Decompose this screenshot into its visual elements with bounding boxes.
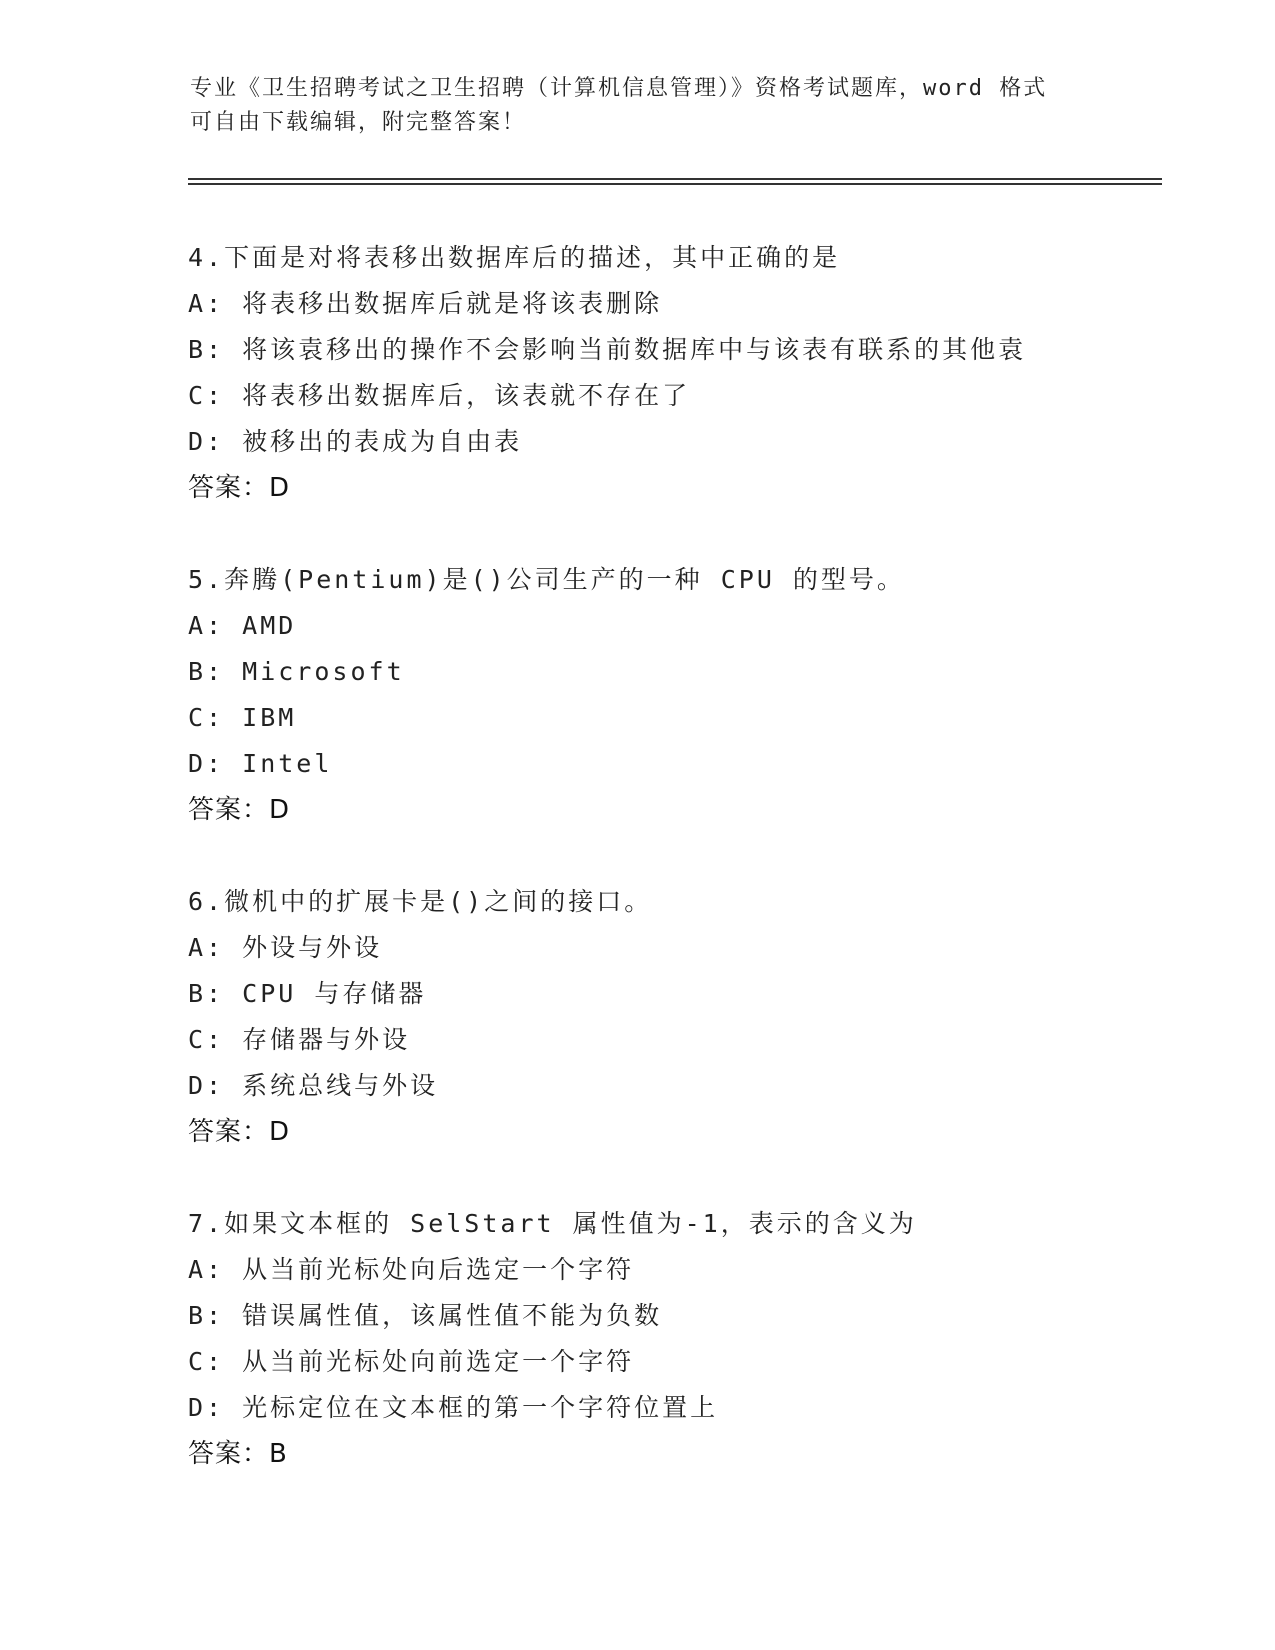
option-b: B: 错误属性值，该属性值不能为负数 [188, 1301, 663, 1330]
document-header [190, 72, 1090, 140]
answer-label: 答案：D [188, 1117, 291, 1147]
option-d: D: 光标定位在文本框的第一个字符位置上 [188, 1393, 719, 1422]
answer-label: 答案：D [188, 795, 291, 825]
question-item [188, 1201, 1188, 1477]
question-stem: 4.下面是对将表移出数据库后的描述，其中正确的是 [188, 243, 841, 272]
question-stem: 6.微机中的扩展卡是()之间的接口。 [188, 887, 653, 916]
option-c: C: 存储器与外设 [188, 1025, 411, 1054]
question-stem: 5.奔腾(Pentium)是()公司生产的一种 CPU 的型号。 [188, 565, 905, 594]
option-a: A: AMD [188, 611, 297, 640]
header-title-line: 专业《卫生招聘考试之卫生招聘（计算机信息管理）》资格考试题库，word 格式 [190, 76, 1048, 101]
option-b: B: 将该袁移出的操作不会影响当前数据库中与该表有联系的其他袁 [188, 335, 1027, 364]
question-item [188, 879, 1188, 1155]
question-list [188, 235, 1188, 1523]
answer-label: 答案：D [188, 473, 291, 503]
header-divider-top [188, 178, 1162, 180]
option-b: B: CPU 与存储器 [188, 979, 427, 1008]
option-c: C: IBM [188, 703, 297, 732]
option-c: C: 从当前光标处向前选定一个字符 [188, 1347, 635, 1376]
header-subtitle-line: 可自由下载编辑，附完整答案！ [190, 110, 527, 135]
option-d: D: 被移出的表成为自由表 [188, 427, 523, 456]
option-a: A: 外设与外设 [188, 933, 383, 962]
option-c: C: 将表移出数据库后，该表就不存在了 [188, 381, 691, 410]
option-a: A: 从当前光标处向后选定一个字符 [188, 1255, 635, 1284]
answer-label: 答案：B [188, 1439, 288, 1469]
question-item [188, 557, 1188, 833]
question-item [188, 235, 1188, 511]
option-d: D: Intel [188, 749, 333, 778]
header-divider-bottom [188, 183, 1162, 185]
option-a: A: 将表移出数据库后就是将该表删除 [188, 289, 663, 318]
option-b: B: Microsoft [188, 657, 405, 686]
question-stem: 7.如果文本框的 SelStart 属性值为-1，表示的含义为 [188, 1209, 917, 1238]
option-d: D: 系统总线与外设 [188, 1071, 439, 1100]
